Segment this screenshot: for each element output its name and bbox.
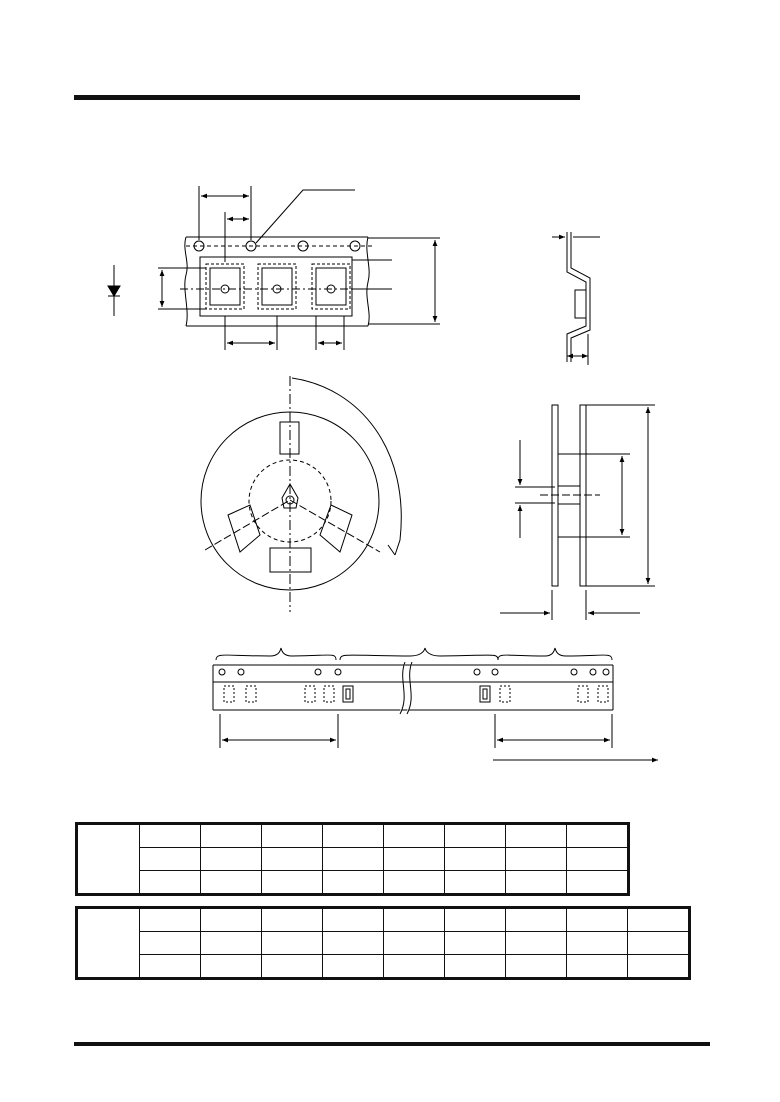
carrier-tape-top-view: [108, 186, 440, 350]
table-cell: [201, 908, 262, 932]
table-cell: [567, 848, 629, 871]
table-cell: [445, 932, 506, 955]
table-cell: [384, 932, 445, 955]
table-cell: [567, 908, 628, 932]
table-cell: [262, 824, 323, 848]
table-cell: [140, 848, 201, 871]
table-cell: [140, 871, 201, 895]
table-cell: [384, 848, 445, 871]
table-cell: [262, 955, 323, 979]
table-cell: [323, 908, 384, 932]
table-cell: [506, 932, 567, 955]
table-cell: [323, 848, 384, 871]
table-cell: [506, 824, 567, 848]
table-cell: [323, 824, 384, 848]
table-cell: [567, 955, 628, 979]
leader-trailer-tape: [213, 648, 658, 760]
table-cell: [445, 871, 506, 895]
reel-side-view: [500, 405, 655, 620]
tape-cross-section: [552, 232, 600, 365]
table-cell: [140, 932, 201, 955]
table-cell: [201, 848, 262, 871]
table-cell: [262, 932, 323, 955]
reel-front-view: [201, 376, 401, 612]
table-cell: [628, 932, 690, 955]
table-cell: [445, 824, 506, 848]
table-cell: [628, 908, 690, 932]
table-cell: [445, 955, 506, 979]
spec-table-2: [75, 906, 691, 980]
table-cell: [201, 932, 262, 955]
table-cell: [506, 871, 567, 895]
table-cell: [323, 871, 384, 895]
table-cell: [567, 871, 629, 895]
table-cell: [506, 848, 567, 871]
table-cell: [140, 824, 201, 848]
table-header-cell: [77, 824, 140, 895]
table-cell: [628, 955, 690, 979]
table-cell: [323, 955, 384, 979]
table-cell: [201, 955, 262, 979]
table-cell: [506, 908, 567, 932]
table-cell: [201, 824, 262, 848]
table-cell: [140, 908, 201, 932]
spec-table-1: [75, 822, 630, 896]
table-cell: [445, 908, 506, 932]
table-cell: [384, 955, 445, 979]
table-cell: [323, 932, 384, 955]
table-cell: [262, 848, 323, 871]
footer-rule: [74, 1042, 710, 1046]
table-cell: [201, 871, 262, 895]
table-header-cell: [77, 908, 140, 979]
table-cell: [262, 908, 323, 932]
table-cell: [140, 955, 201, 979]
table-cell: [445, 848, 506, 871]
table-cell: [567, 824, 629, 848]
table-cell: [506, 955, 567, 979]
table-cell: [384, 824, 445, 848]
table-cell: [262, 871, 323, 895]
table-cell: [384, 871, 445, 895]
table-cell: [384, 908, 445, 932]
table-cell: [567, 932, 628, 955]
